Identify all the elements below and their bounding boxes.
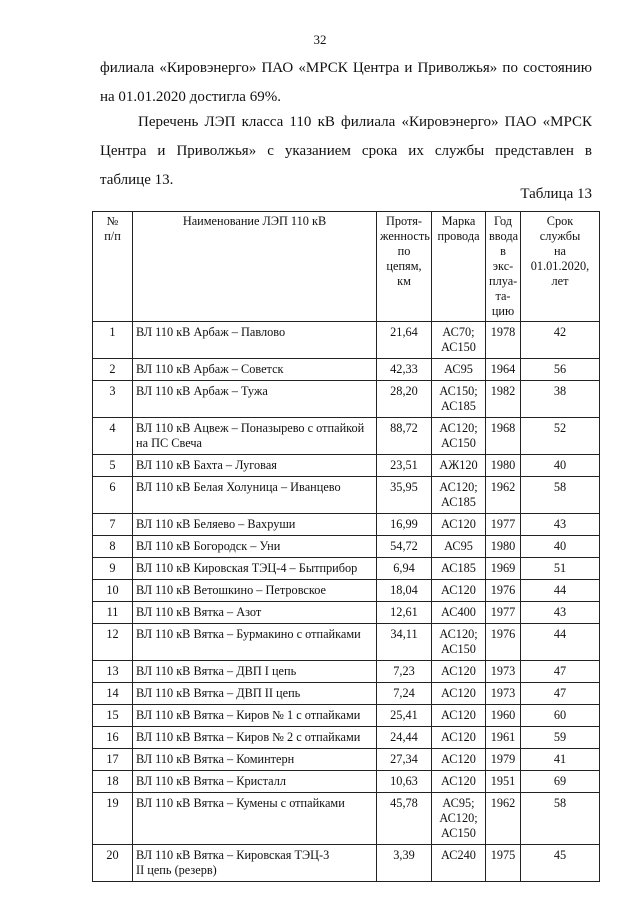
cell-line-name: ВЛ 110 кВ Вятка – Киров № 2 с отпайками — [133, 727, 377, 749]
cell-length: 34,11 — [377, 624, 432, 661]
cell-line-name: ВЛ 110 кВ Вятка – Коминтерн — [133, 749, 377, 771]
cell-year: 1975 — [486, 845, 521, 882]
cell-year: 1961 — [486, 727, 521, 749]
header-name: Наименование ЛЭП 110 кВ — [133, 212, 377, 322]
table-caption: Таблица 13 — [520, 186, 592, 202]
table-row — [93, 359, 600, 381]
cell-year: 1976 — [486, 580, 521, 602]
cell-wire-brand: АС400 — [432, 602, 486, 624]
cell-num: 2 — [93, 359, 133, 381]
cell-wire-brand: АЖ120 — [432, 455, 486, 477]
cell-line-name: ВЛ 110 кВ Белая Холуница – Иванцево — [133, 477, 377, 514]
reference-line-1: Перечень ЛЭП класса 110 кВ филиала «Кировэнерго» ПАО «МРСК — [138, 114, 592, 130]
cell-service-life: 60 — [521, 705, 600, 727]
cell-num: 6 — [93, 477, 133, 514]
cell-line-name: ВЛ 110 кВ Ветошкино – Петровское — [133, 580, 377, 602]
cell-length: 7,23 — [377, 661, 432, 683]
table-row — [93, 705, 600, 727]
table-row — [93, 558, 600, 580]
intro-line-2: на 01.01.2020 достигла 69%. — [100, 89, 281, 105]
cell-length: 45,78 — [377, 793, 432, 845]
table-row — [93, 661, 600, 683]
cell-service-life: 40 — [521, 455, 600, 477]
cell-num: 14 — [93, 683, 133, 705]
cell-service-life: 56 — [521, 359, 600, 381]
cell-service-life: 41 — [521, 749, 600, 771]
cell-year: 1980 — [486, 455, 521, 477]
cell-length: 10,63 — [377, 771, 432, 793]
cell-year: 1982 — [486, 381, 521, 418]
cell-length: 6,94 — [377, 558, 432, 580]
cell-num: 13 — [93, 661, 133, 683]
cell-service-life: 58 — [521, 793, 600, 845]
cell-wire-brand: АС120 — [432, 661, 486, 683]
cell-line-name: ВЛ 110 кВ Вятка – ДВП I цепь — [133, 661, 377, 683]
cell-num: 11 — [93, 602, 133, 624]
cell-wire-brand: АС120; АС185 — [432, 477, 486, 514]
cell-year: 1978 — [486, 322, 521, 359]
cell-service-life: 43 — [521, 602, 600, 624]
cell-line-name: ВЛ 110 кВ Вятка – Азот — [133, 602, 377, 624]
cell-num: 4 — [93, 418, 133, 455]
cell-num: 1 — [93, 322, 133, 359]
cell-length: 12,61 — [377, 602, 432, 624]
cell-wire-brand: АС185 — [432, 558, 486, 580]
cell-service-life: 44 — [521, 580, 600, 602]
cell-line-name: ВЛ 110 кВ Арбаж – Советск — [133, 359, 377, 381]
cell-year: 1979 — [486, 749, 521, 771]
cell-length: 18,04 — [377, 580, 432, 602]
cell-length: 54,72 — [377, 536, 432, 558]
cell-year: 1973 — [486, 661, 521, 683]
cell-wire-brand: АС120 — [432, 771, 486, 793]
cell-service-life: 52 — [521, 418, 600, 455]
cell-service-life: 58 — [521, 477, 600, 514]
table-row — [93, 381, 600, 418]
table-row — [93, 455, 600, 477]
cell-line-name: ВЛ 110 кВ Вятка – Киров № 1 с отпайками — [133, 705, 377, 727]
page-number: 32 — [313, 32, 327, 47]
cell-year: 1977 — [486, 514, 521, 536]
table-row — [93, 624, 600, 661]
cell-num: 15 — [93, 705, 133, 727]
cell-line-name: ВЛ 110 кВ Вятка – Кумены с отпайками — [133, 793, 377, 845]
cell-wire-brand: АС70; АС150 — [432, 322, 486, 359]
table-reference-paragraph — [100, 108, 592, 195]
cell-num: 8 — [93, 536, 133, 558]
cell-num: 20 — [93, 845, 133, 882]
cell-wire-brand: АС95 — [432, 536, 486, 558]
cell-wire-brand: АС120; АС150 — [432, 624, 486, 661]
cell-wire-brand: АС150; АС185 — [432, 381, 486, 418]
header-num: № п/п — [93, 212, 133, 322]
table-row — [93, 727, 600, 749]
table-row — [93, 683, 600, 705]
cell-length: 88,72 — [377, 418, 432, 455]
cell-service-life: 45 — [521, 845, 600, 882]
cell-year: 1976 — [486, 624, 521, 661]
table-row — [93, 771, 600, 793]
cell-length: 23,51 — [377, 455, 432, 477]
cell-year: 1951 — [486, 771, 521, 793]
power-lines-table — [92, 211, 600, 882]
cell-num: 3 — [93, 381, 133, 418]
intro-line-1: филиала «Кировэнерго» ПАО «МРСК Центра и Приволжья» по состоянию — [100, 60, 592, 76]
cell-line-name: ВЛ 110 кВ Арбаж – Тужа — [133, 381, 377, 418]
cell-num: 16 — [93, 727, 133, 749]
cell-wire-brand: АС120 — [432, 514, 486, 536]
table-row — [93, 514, 600, 536]
cell-wire-brand: АС120 — [432, 749, 486, 771]
intro-paragraph — [100, 54, 592, 112]
cell-line-name: ВЛ 110 кВ Вятка – ДВП II цепь — [133, 683, 377, 705]
table-row — [93, 477, 600, 514]
cell-service-life: 59 — [521, 727, 600, 749]
cell-year: 1962 — [486, 477, 521, 514]
cell-length: 28,20 — [377, 381, 432, 418]
table-row — [93, 418, 600, 455]
cell-num: 5 — [93, 455, 133, 477]
cell-wire-brand: АС120 — [432, 705, 486, 727]
cell-length: 24,44 — [377, 727, 432, 749]
cell-line-name: ВЛ 110 кВ Богородск – Уни — [133, 536, 377, 558]
cell-service-life: 38 — [521, 381, 600, 418]
cell-service-life: 51 — [521, 558, 600, 580]
cell-num: 19 — [93, 793, 133, 845]
header-wire: Марка провода — [432, 212, 486, 322]
cell-wire-brand: АС120 — [432, 727, 486, 749]
header-year: Год ввода в экс- плуа- та- цию — [486, 212, 521, 322]
table-row — [93, 322, 600, 359]
cell-line-name: ВЛ 110 кВ Арбаж – Павлово — [133, 322, 377, 359]
cell-num: 9 — [93, 558, 133, 580]
reference-line-3: таблице 13. — [100, 172, 174, 188]
cell-line-name: ВЛ 110 кВ Беляево – Вахруши — [133, 514, 377, 536]
cell-num: 7 — [93, 514, 133, 536]
table-row — [93, 536, 600, 558]
cell-year: 1968 — [486, 418, 521, 455]
cell-length: 7,24 — [377, 683, 432, 705]
cell-length: 3,39 — [377, 845, 432, 882]
cell-service-life: 43 — [521, 514, 600, 536]
cell-service-life: 40 — [521, 536, 600, 558]
cell-length: 25,41 — [377, 705, 432, 727]
header-service: Срок службы на 01.01.2020, лет — [521, 212, 600, 322]
cell-num: 18 — [93, 771, 133, 793]
table-row — [93, 602, 600, 624]
cell-wire-brand: АС120 — [432, 580, 486, 602]
cell-length: 35,95 — [377, 477, 432, 514]
table-row — [93, 845, 600, 882]
cell-line-name: ВЛ 110 кВ Вятка – Бурмакино с отпайками — [133, 624, 377, 661]
cell-year: 1960 — [486, 705, 521, 727]
cell-line-name: ВЛ 110 кВ Вятка – Кировская ТЭЦ-3 II цепь (резерв) — [133, 845, 377, 882]
cell-num: 17 — [93, 749, 133, 771]
cell-length: 27,34 — [377, 749, 432, 771]
cell-length: 16,99 — [377, 514, 432, 536]
cell-wire-brand: АС95 — [432, 359, 486, 381]
cell-length: 42,33 — [377, 359, 432, 381]
cell-service-life: 69 — [521, 771, 600, 793]
cell-service-life: 42 — [521, 322, 600, 359]
reference-line-2: Центра и Приволжья» с указанием срока их службы представлен в — [100, 143, 592, 159]
cell-service-life: 44 — [521, 624, 600, 661]
cell-wire-brand: АС95; АС120; АС150 — [432, 793, 486, 845]
table-row — [93, 749, 600, 771]
cell-wire-brand: АС240 — [432, 845, 486, 882]
cell-line-name: ВЛ 110 кВ Бахта – Луговая — [133, 455, 377, 477]
cell-line-name: ВЛ 110 кВ Кировская ТЭЦ-4 – Бытприбор — [133, 558, 377, 580]
table-header-row — [93, 212, 600, 322]
cell-num: 10 — [93, 580, 133, 602]
cell-num: 12 — [93, 624, 133, 661]
cell-line-name: ВЛ 110 кВ Вятка – Кристалл — [133, 771, 377, 793]
header-length: Протя- женность по цепям, км — [377, 212, 432, 322]
cell-length: 21,64 — [377, 322, 432, 359]
cell-line-name: ВЛ 110 кВ Ацвеж – Поназырево с отпайкой на ПС Свеча — [133, 418, 377, 455]
cell-year: 1969 — [486, 558, 521, 580]
table-row — [93, 580, 600, 602]
cell-year: 1980 — [486, 536, 521, 558]
cell-service-life: 47 — [521, 661, 600, 683]
cell-wire-brand: АС120; АС150 — [432, 418, 486, 455]
cell-service-life: 47 — [521, 683, 600, 705]
table-body — [93, 322, 600, 882]
cell-year: 1977 — [486, 602, 521, 624]
table-row — [93, 793, 600, 845]
cell-wire-brand: АС120 — [432, 683, 486, 705]
cell-year: 1973 — [486, 683, 521, 705]
cell-year: 1964 — [486, 359, 521, 381]
cell-year: 1962 — [486, 793, 521, 845]
